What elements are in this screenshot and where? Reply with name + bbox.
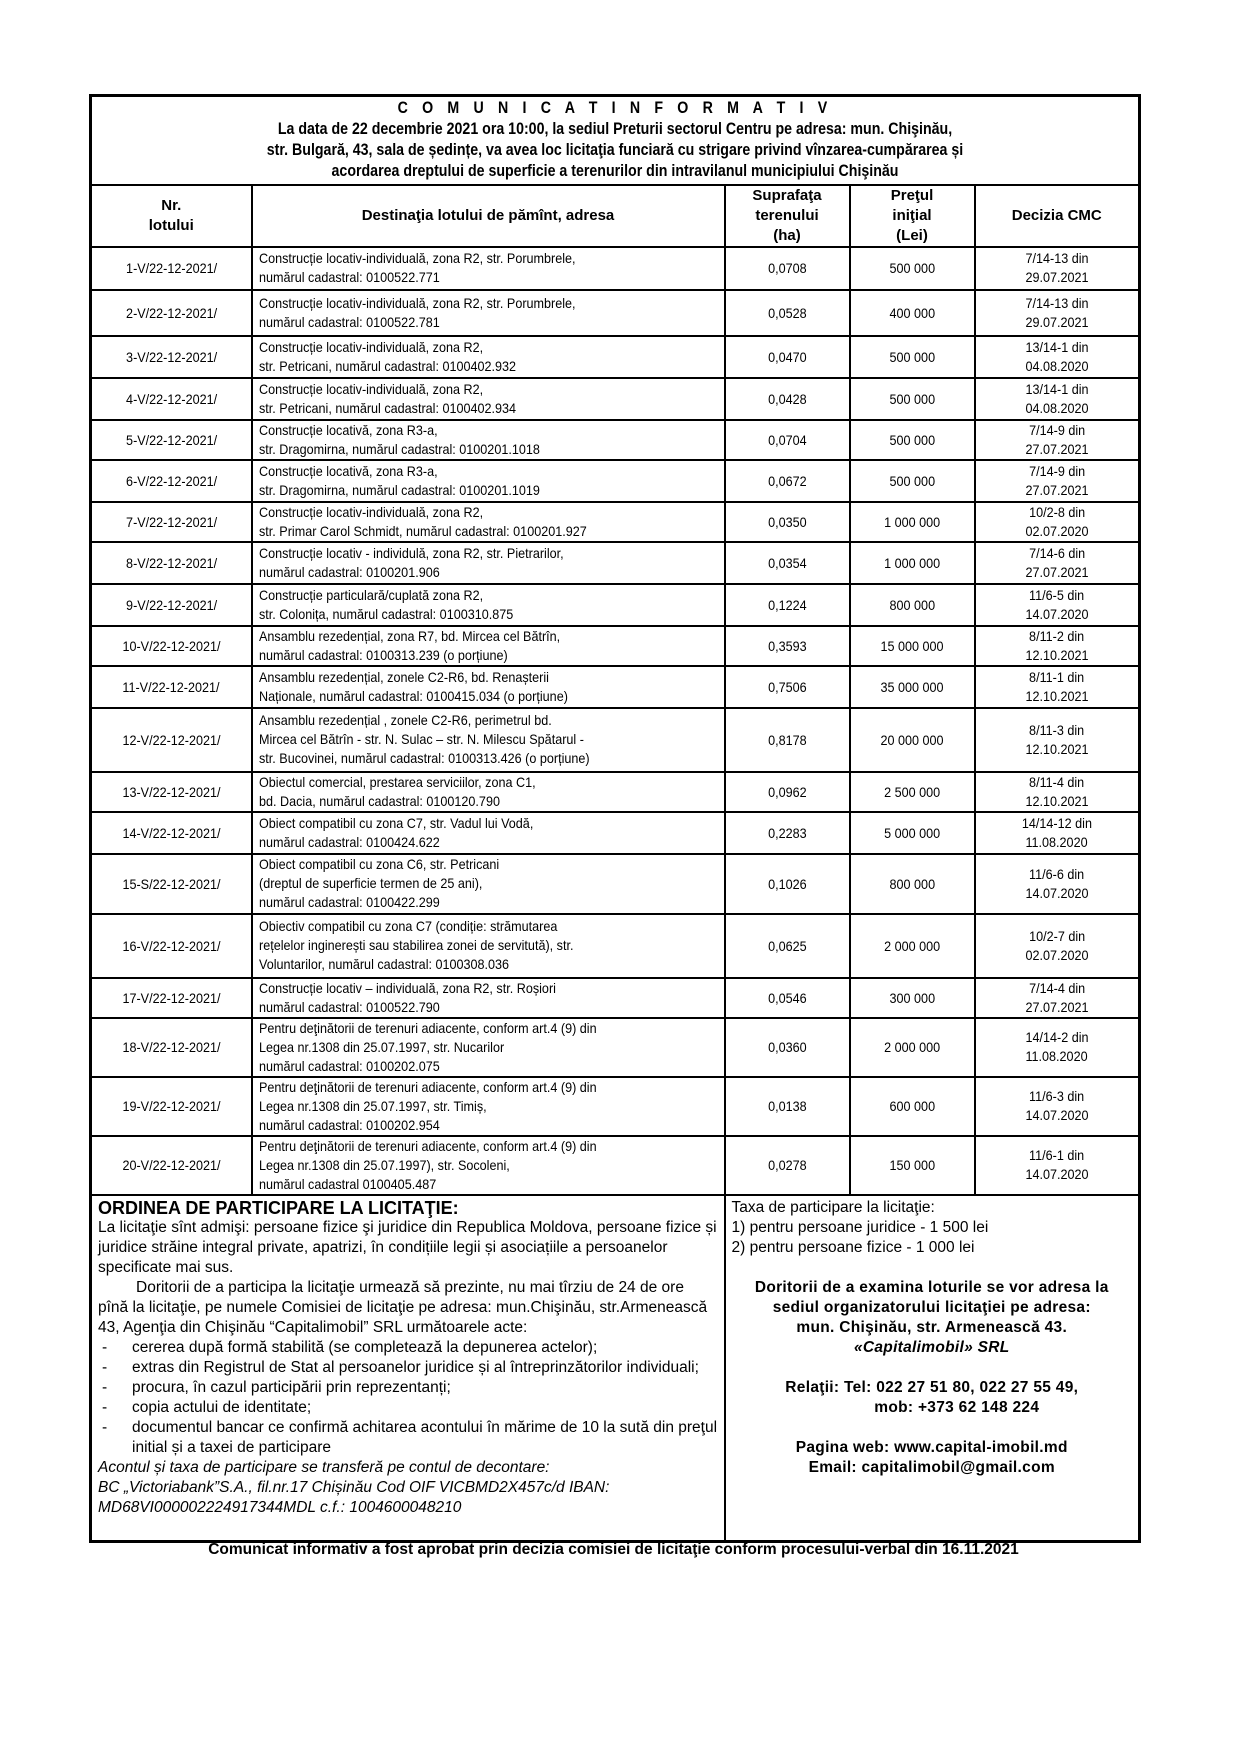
- table-row: [91, 502, 1140, 542]
- table-row: [91, 854, 1140, 914]
- lot-decision: 14/14-2 din 11.08.2020: [975, 1018, 1140, 1077]
- table-row: [91, 772, 1140, 812]
- lot-area: 0,0278: [725, 1136, 850, 1195]
- lot-destination: Ansamblu rezedențial , zonele C2-R6, perimetrul bd. Mircea cel Bătrîn - str. N. Sulac – str. N. Milescu Spătarul - str. Bucovinei, numărul cadastral: 0100313.426 (o porțiune): [252, 708, 725, 772]
- lot-destination: Obiectiv compatibil cu zona C7 (condiție: strămutarea rețelelor inginerești sau stabilirea zonei de servitută), str. Voluntarilor, numărul cadastral: 0100308.036: [252, 914, 725, 978]
- mobile-line: mob: +373 62 148 224: [874, 1398, 1040, 1416]
- lot-price: 5 000 000: [850, 812, 975, 854]
- lot-destination: Construcție locativ – individuală, zona R2, str. Roșiori numărul cadastral: 0100522.790: [252, 978, 725, 1018]
- lot-decision: 11/6-5 din 14.07.2020: [975, 584, 1140, 626]
- table-row: [91, 584, 1140, 626]
- lot-destination: Pentru deţinătorii de terenuri adiacente, conform art.4 (9) din Legea nr.1308 din 25.07.1997, str. Timiș, numărul cadastral: 0100202.954: [252, 1077, 725, 1136]
- lot-number: 6-V/22-12-2021/: [91, 460, 252, 502]
- lot-area: 0,7506: [725, 666, 850, 708]
- participation-title: ORDINEA DE PARTICIPARE LA LICITAŢIE:: [98, 1197, 459, 1218]
- lot-number: 15-S/22-12-2021/: [91, 854, 252, 914]
- lot-number: 11-V/22-12-2021/: [91, 666, 252, 708]
- table-row: [91, 708, 1140, 772]
- lot-price: 400 000: [850, 290, 975, 336]
- lot-destination: Pentru deţinătorii de terenuri adiacente, conform art.4 (9) din Legea nr.1308 din 25.07.1997, str. Nucarilor numărul cadastral: 0100202.075: [252, 1018, 725, 1077]
- notice-header: [91, 96, 1140, 185]
- lot-price: 150 000: [850, 1136, 975, 1195]
- table-row: [91, 542, 1140, 584]
- payment-note: Acontul și taxa de participare se transferă pe contul de decontare:: [98, 1458, 550, 1476]
- lot-number: 3-V/22-12-2021/: [91, 336, 252, 378]
- lot-number: 7-V/22-12-2021/: [91, 502, 252, 542]
- col-header-decision: Decizia CMC: [975, 185, 1140, 247]
- lot-price: 500 000: [850, 336, 975, 378]
- lot-destination: Construcție locativ-individuală, zona R2, str. Porumbrele, numărul cadastral: 0100522.781: [252, 290, 725, 336]
- lot-decision: 7/14-6 din 27.07.2021: [975, 542, 1140, 584]
- admitted-text: La licitaţie sînt admişi: persoane fizice şi juridice din Republica Moldova, persoane fizice și juridice străine integral private, apatrizi, în condițiile legii și asociațiile a persoanelor specificate mai sus.: [98, 1218, 717, 1276]
- lot-area: 0,0708: [725, 247, 850, 290]
- lot-decision: 8/11-2 din 12.10.2021: [975, 626, 1140, 666]
- lot-decision: 13/14-1 din 04.08.2020: [975, 336, 1140, 378]
- lot-destination: Construcție locativ-individuală, zona R2, str. Primar Carol Schmidt, numărul cadastral: 0100201.927: [252, 502, 725, 542]
- lot-decision: 11/6-6 din 14.07.2020: [975, 854, 1140, 914]
- lot-destination: Ansamblu rezedențial, zonele C2-R6, bd. Renașterii Naționale, numărul cadastral: 0100415.034 (o porțiune): [252, 666, 725, 708]
- lot-price: 1 000 000: [850, 502, 975, 542]
- lot-area: 0,0360: [725, 1018, 850, 1077]
- table-row: [91, 1077, 1140, 1136]
- lot-price: 500 000: [850, 420, 975, 460]
- participation-order: [91, 1195, 725, 1542]
- fees-title: Taxa de participare la licitaţie:: [731, 1198, 935, 1216]
- lot-decision: 7/14-13 din 29.07.2021: [975, 290, 1140, 336]
- notice-line-3: acordarea dreptului de superficie a terenurilor din intravilanul municipiului Chişinău: [331, 162, 899, 181]
- lot-price: 800 000: [850, 584, 975, 626]
- table-row: [91, 378, 1140, 420]
- required-acts-list: [98, 1338, 718, 1458]
- notice-document: [89, 94, 1138, 1543]
- lot-area: 0,8178: [725, 708, 850, 772]
- col-header-destination: Destinaţia lotului de pămînt, adresa: [252, 185, 725, 247]
- table-row: [91, 666, 1140, 708]
- lot-area: 0,0138: [725, 1077, 850, 1136]
- lot-price: 35 000 000: [850, 666, 975, 708]
- website-link[interactable]: Pagina web: www.capital-imobil.md: [795, 1438, 1068, 1456]
- list-item: - documentul bancar ce confirmă achitarea acontului în mărime de 10 la sută din preţul initial și a taxei de participare: [98, 1418, 718, 1458]
- lot-decision: 10/2-8 din 02.07.2020: [975, 502, 1140, 542]
- lot-area: 0,0625: [725, 914, 850, 978]
- lot-decision: 7/14-4 din 27.07.2021: [975, 978, 1140, 1018]
- phone-line: Relaţii: Tel: 022 27 51 80, 022 27 55 49,: [785, 1378, 1079, 1396]
- lot-number: 1-V/22-12-2021/: [91, 247, 252, 290]
- list-item: - procura, în cazul participării prin reprezentanți;: [98, 1378, 718, 1398]
- col-header-area: Suprafaţa terenului (ha): [725, 185, 850, 247]
- lot-decision: 13/14-1 din 04.08.2020: [975, 378, 1140, 420]
- lot-decision: 11/6-1 din 14.07.2020: [975, 1136, 1140, 1195]
- table-row: [91, 626, 1140, 666]
- lot-destination: Obiect compatibil cu zona C6, str. Petricani (dreptul de superficie termen de 25 ani), numărul cadastral: 0100422.299: [252, 854, 725, 914]
- lot-decision: 7/14-9 din 27.07.2021: [975, 460, 1140, 502]
- lot-price: 1 000 000: [850, 542, 975, 584]
- lot-price: 800 000: [850, 854, 975, 914]
- lot-decision: 8/11-3 din 12.10.2021: [975, 708, 1140, 772]
- auction-table: [89, 94, 1141, 1543]
- column-header-row: [91, 185, 1140, 247]
- lot-area: 0,1224: [725, 584, 850, 626]
- lot-number: 18-V/22-12-2021/: [91, 1018, 252, 1077]
- lot-price: 15 000 000: [850, 626, 975, 666]
- lot-price: 600 000: [850, 1077, 975, 1136]
- lot-area: 0,0528: [725, 290, 850, 336]
- list-item: - copia actului de identitate;: [98, 1398, 718, 1418]
- lot-destination: Pentru deţinătorii de terenuri adiacente, conform art.4 (9) din Legea nr.1308 din 25.07.1997), str. Socoleni, numărul cadastral 0100405.487: [252, 1136, 725, 1195]
- iban-details: MD68VI000002224917344MDL c.f.: 1004600048210: [98, 1498, 462, 1516]
- lot-number: 20-V/22-12-2021/: [91, 1136, 252, 1195]
- list-item: - cererea după formă stabilită (se completează la depunerea actelor);: [98, 1338, 718, 1358]
- lot-number: 17-V/22-12-2021/: [91, 978, 252, 1018]
- table-row: [91, 247, 1140, 290]
- lot-area: 0,0704: [725, 420, 850, 460]
- lot-area: 0,0354: [725, 542, 850, 584]
- lot-number: 9-V/22-12-2021/: [91, 584, 252, 626]
- lot-destination: Construcție locativ-individuală, zona R2, str. Petricani, numărul cadastral: 0100402.934: [252, 378, 725, 420]
- lot-area: 0,0428: [725, 378, 850, 420]
- table-row: [91, 1018, 1140, 1077]
- lot-area: 0,0350: [725, 502, 850, 542]
- table-body: [91, 247, 1140, 1195]
- lot-number: 12-V/22-12-2021/: [91, 708, 252, 772]
- fee-legal-entities: 1) pentru persoane juridice - 1 500 lei: [731, 1218, 989, 1236]
- lot-destination: Construcție locativă, zona R3-a, str. Dragomirna, numărul cadastral: 0100201.1019: [252, 460, 725, 502]
- lot-number: 14-V/22-12-2021/: [91, 812, 252, 854]
- col-header-price: Preţul iniţial (Lei): [850, 185, 975, 247]
- email-link[interactable]: Email: capitalimobil@gmail.com: [808, 1458, 1055, 1476]
- table-row: [91, 812, 1140, 854]
- company-name: «Capitalimobil» SRL: [853, 1338, 1010, 1356]
- examine-line-2: sediul organizatorului licitaţiei pe adresa:: [772, 1298, 1091, 1316]
- lot-number: 13-V/22-12-2021/: [91, 772, 252, 812]
- lot-number: 16-V/22-12-2021/: [91, 914, 252, 978]
- lot-number: 19-V/22-12-2021/: [91, 1077, 252, 1136]
- notice-line-2: str. Bulgară, 43, sala de ședințe, va avea loc licitaţia funciară cu strigare privind vînzarea-cumpărarea și: [266, 141, 964, 160]
- table-row: [91, 1136, 1140, 1195]
- lot-price: 500 000: [850, 378, 975, 420]
- lot-area: 0,3593: [725, 626, 850, 666]
- lot-number: 5-V/22-12-2021/: [91, 420, 252, 460]
- table-row: [91, 290, 1140, 336]
- title-row: [91, 96, 1140, 185]
- lot-area: 0,2283: [725, 812, 850, 854]
- lot-number: 8-V/22-12-2021/: [91, 542, 252, 584]
- lot-number: 2-V/22-12-2021/: [91, 290, 252, 336]
- lot-price: 2 000 000: [850, 914, 975, 978]
- examine-line-1: Doritorii de a examina loturile se vor adresa la: [754, 1278, 1109, 1296]
- lot-decision: 14/14-12 din 11.08.2020: [975, 812, 1140, 854]
- lot-number: 4-V/22-12-2021/: [91, 378, 252, 420]
- lot-area: 0,0962: [725, 772, 850, 812]
- lot-destination: Ansamblu rezedențial, zona R7, bd. Mircea cel Bătrîn, numărul cadastral: 0100313.239 (o porțiune): [252, 626, 725, 666]
- lot-decision: 7/14-9 din 27.07.2021: [975, 420, 1140, 460]
- lot-area: 0,1026: [725, 854, 850, 914]
- fee-individuals: 2) pentru persoane fizice - 1 000 lei: [731, 1238, 975, 1256]
- lot-destination: Obiectul comercial, prestarea serviciilor, zona C1, bd. Dacia, numărul cadastral: 0100120.790: [252, 772, 725, 812]
- table-row: [91, 460, 1140, 502]
- lot-area: 0,0546: [725, 978, 850, 1018]
- lot-decision: 8/11-1 din 12.10.2021: [975, 666, 1140, 708]
- lot-area: 0,0672: [725, 460, 850, 502]
- lot-price: 300 000: [850, 978, 975, 1018]
- lot-decision: 8/11-4 din 12.10.2021: [975, 772, 1140, 812]
- col-header-nr: Nr. lotului: [91, 185, 252, 247]
- table-row: [91, 978, 1140, 1018]
- lot-decision: 10/2-7 din 02.07.2020: [975, 914, 1140, 978]
- instructions-text: Doritorii de a participa la licitaţie urmează să prezinte, nu mai tîrziu de 24 de ore pînă la licitaţie, pe numele Comisiei de licitaţie pe adresa: mun.Chişinău, str.Armenească 43, Agenţia din Chişinău “Capitalimobil” SRL următoarele acte:: [98, 1278, 708, 1336]
- lot-price: 2 000 000: [850, 1018, 975, 1077]
- fees-and-contact: [725, 1195, 1140, 1542]
- list-item: - extras din Registrul de Stat al persoanelor juridice și al întreprinzătorilor individuali;: [98, 1358, 718, 1378]
- lot-destination: Construcție locativ-individuală, zona R2, str. Petricani, numărul cadastral: 0100402.932: [252, 336, 725, 378]
- notice-line-1: La data de 22 decembrie 2021 ora 10:00, la sediul Preturii sectorul Centru pe adresa: mun. Chişinău,: [277, 120, 953, 139]
- lot-area: 0,0470: [725, 336, 850, 378]
- lot-destination: Construcție locativă, zona R3-a, str. Dragomirna, numărul cadastral: 0100201.1018: [252, 420, 725, 460]
- lot-destination: Construcție locativ-individuală, zona R2, str. Porumbrele, numărul cadastral: 0100522.771: [252, 247, 725, 290]
- lot-destination: Construcție locativ - individulă, zona R2, str. Pietrarilor, numărul cadastral: 0100201.906: [252, 542, 725, 584]
- table-row: [91, 420, 1140, 460]
- approval-footer: Comunicat informativ a fost aprobat prin decizia comisiei de licitaţie conform procesului-verbal din 16.11.2021: [208, 1541, 1019, 1558]
- lot-decision: 11/6-3 din 14.07.2020: [975, 1077, 1140, 1136]
- lot-price: 20 000 000: [850, 708, 975, 772]
- lot-price: 500 000: [850, 460, 975, 502]
- bank-details: BC „Victoriabank”S.A., fil.nr.17 Chișinău Cod OIF VICBMD2X457c/d IBAN:: [98, 1478, 610, 1496]
- lot-destination: Obiect compatibil cu zona C7, str. Vadul lui Vodă, numărul cadastral: 0100424.622: [252, 812, 725, 854]
- table-row: [91, 336, 1140, 378]
- lower-section: [91, 1195, 1140, 1542]
- lot-price: 2 500 000: [850, 772, 975, 812]
- lot-decision: 7/14-13 din 29.07.2021: [975, 247, 1140, 290]
- lot-destination: Construcție particulară/cuplată zona R2, str. Colonița, numărul cadastral: 0100310.875: [252, 584, 725, 626]
- lot-price: 500 000: [850, 247, 975, 290]
- lot-number: 10-V/22-12-2021/: [91, 626, 252, 666]
- examine-line-3: mun. Chişinău, str. Armenească 43.: [796, 1318, 1068, 1336]
- notice-title: C O M U N I C A T I N F O R M A T I V: [397, 99, 833, 118]
- table-row: [91, 914, 1140, 978]
